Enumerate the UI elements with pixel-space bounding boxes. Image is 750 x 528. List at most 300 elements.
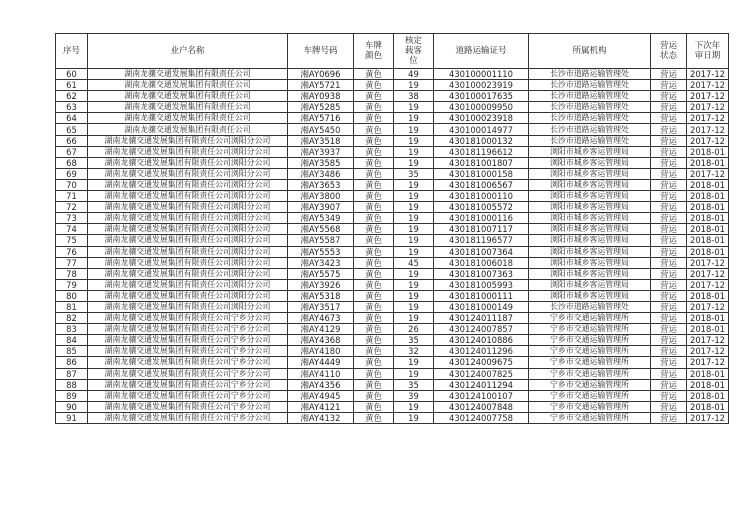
cell-status: 营运	[651, 91, 687, 102]
cell-seats: 39	[394, 390, 434, 401]
cell-org: 浏阳市城乡客运管理局	[529, 168, 651, 179]
cell-plate: 湘AY4449	[288, 357, 354, 368]
header-status	[651, 34, 687, 69]
cell-company: 湖南龙骧交通发展集团有限责任公司浏阳分公司	[88, 235, 288, 246]
cell-review: 2017-12	[687, 279, 729, 290]
cell-org: 浏阳市城乡客运管理局	[529, 213, 651, 224]
cell-plate: 湘AY3926	[288, 279, 354, 290]
cell-plate: 湘AY5349	[288, 213, 354, 224]
cell-org: 浏阳市城乡客运管理局	[529, 235, 651, 246]
cell-seq: 68	[56, 157, 88, 168]
cell-org: 宁乡市交通运输管理所	[529, 357, 651, 368]
cell-org: 长沙市道路运输管理处	[529, 102, 651, 113]
cell-seats: 19	[394, 357, 434, 368]
cell-color: 黄色	[354, 80, 394, 91]
cell-status: 营运	[651, 191, 687, 202]
table-row	[56, 290, 729, 301]
cell-status: 营运	[651, 146, 687, 157]
cell-company: 湖南龙骧交通发展集团有限责任公司	[88, 102, 288, 113]
cell-plate: 湘AY4180	[288, 346, 354, 357]
cell-company: 湖南龙骧交通发展集团有限责任公司浏阳分公司	[88, 202, 288, 213]
cell-company: 湖南龙骧交通发展集团有限责任公司浏阳分公司	[88, 191, 288, 202]
cell-seq: 84	[56, 335, 88, 346]
cell-org: 宁乡市交通运输管理所	[529, 335, 651, 346]
cell-seats: 19	[394, 279, 434, 290]
cell-status: 营运	[651, 324, 687, 335]
cell-plate: 湘AY5716	[288, 113, 354, 124]
cell-company: 湖南龙骧交通发展集团有限责任公司	[88, 91, 288, 102]
header-license: 道路运输证号	[434, 34, 529, 69]
cell-license: 430181001807	[434, 157, 529, 168]
cell-review: 2017-12	[687, 268, 729, 279]
cell-org: 长沙市道路运输管理处	[529, 69, 651, 80]
cell-color: 黄色	[354, 69, 394, 80]
cell-review: 2017-12	[687, 113, 729, 124]
table-row	[56, 213, 729, 224]
cell-seq: 72	[56, 202, 88, 213]
cell-plate: 湘AY4368	[288, 335, 354, 346]
table-row	[56, 224, 729, 235]
cell-seats: 35	[394, 379, 434, 390]
cell-seats: 49	[394, 69, 434, 80]
cell-plate: 湘AY4945	[288, 390, 354, 401]
cell-color: 黄色	[354, 157, 394, 168]
cell-plate: 湘AY4129	[288, 324, 354, 335]
cell-seq: 81	[56, 301, 88, 312]
cell-org: 宁乡市交通运输管理所	[529, 412, 651, 423]
cell-plate: 湘AY5575	[288, 268, 354, 279]
cell-status: 营运	[651, 135, 687, 146]
table-row	[56, 257, 729, 268]
cell-review: 2018-01	[687, 401, 729, 412]
cell-review: 2017-12	[687, 124, 729, 135]
cell-license: 430124100107	[434, 390, 529, 401]
cell-seq: 75	[56, 235, 88, 246]
table-row	[56, 335, 729, 346]
cell-company: 湖南龙骧交通发展集团有限责任公司宁乡分公司	[88, 390, 288, 401]
cell-seq: 64	[56, 113, 88, 124]
cell-license: 430181196612	[434, 146, 529, 157]
cell-org: 浏阳市城乡客运管理局	[529, 246, 651, 257]
cell-plate: 湘AY4673	[288, 313, 354, 324]
cell-company: 湖南龙骧交通发展集团有限责任公司浏阳分公司	[88, 179, 288, 190]
cell-status: 营运	[651, 313, 687, 324]
cell-review: 2018-01	[687, 202, 729, 213]
cell-status: 营运	[651, 168, 687, 179]
cell-seats: 19	[394, 102, 434, 113]
cell-status: 营运	[651, 257, 687, 268]
table-row	[56, 91, 729, 102]
cell-company: 湖南龙骧交通发展集团有限责任公司浏阳分公司	[88, 157, 288, 168]
cell-status: 营运	[651, 224, 687, 235]
cell-license: 430124007758	[434, 412, 529, 423]
cell-company: 湖南龙骧交通发展集团有限责任公司浏阳分公司	[88, 168, 288, 179]
cell-license: 430124007848	[434, 401, 529, 412]
table-row	[56, 324, 729, 335]
cell-license: 430181000116	[434, 213, 529, 224]
header-review	[687, 34, 729, 69]
cell-status: 营运	[651, 202, 687, 213]
cell-company: 湖南龙骧交通发展集团有限责任公司浏阳分公司	[88, 213, 288, 224]
cell-plate: 湘AY0938	[288, 91, 354, 102]
cell-seq: 61	[56, 80, 88, 91]
cell-seats: 19	[394, 113, 434, 124]
cell-status: 营运	[651, 213, 687, 224]
cell-seats: 19	[394, 313, 434, 324]
cell-seq: 78	[56, 268, 88, 279]
cell-status: 营运	[651, 290, 687, 301]
cell-plate: 湘AY4356	[288, 379, 354, 390]
cell-plate: 湘AY5587	[288, 235, 354, 246]
cell-status: 营运	[651, 412, 687, 423]
cell-plate: 湘AY5721	[288, 80, 354, 91]
cell-status: 营运	[651, 301, 687, 312]
cell-seq: 86	[56, 357, 88, 368]
vehicle-table	[55, 33, 729, 424]
cell-seq: 69	[56, 168, 88, 179]
cell-color: 黄色	[354, 335, 394, 346]
cell-seats: 19	[394, 157, 434, 168]
cell-review: 2018-01	[687, 224, 729, 235]
cell-org: 长沙市道路运输管理处	[529, 80, 651, 91]
cell-status: 营运	[651, 335, 687, 346]
cell-company: 湖南龙骧交通发展集团有限责任公司	[88, 113, 288, 124]
cell-company: 湖南龙骧交通发展集团有限责任公司浏阳分公司	[88, 135, 288, 146]
header-color-text: 车牌颜色	[364, 41, 382, 61]
cell-company: 湖南龙骧交通发展集团有限责任公司宁乡分公司	[88, 346, 288, 357]
cell-plate: 湘AY3907	[288, 202, 354, 213]
cell-color: 黄色	[354, 246, 394, 257]
cell-review: 2018-01	[687, 290, 729, 301]
cell-color: 黄色	[354, 324, 394, 335]
cell-org: 浏阳市城乡客运管理局	[529, 279, 651, 290]
cell-seq: 83	[56, 324, 88, 335]
cell-seq: 70	[56, 179, 88, 190]
cell-seats: 26	[394, 324, 434, 335]
cell-seats: 38	[394, 91, 434, 102]
cell-company: 湖南龙骧交通发展集团有限责任公司	[88, 80, 288, 91]
cell-seq: 90	[56, 401, 88, 412]
cell-license: 430181007117	[434, 224, 529, 235]
cell-org: 长沙市道路运输管理处	[529, 91, 651, 102]
table-row	[56, 135, 729, 146]
cell-color: 黄色	[354, 379, 394, 390]
cell-org: 浏阳市城乡客运管理局	[529, 179, 651, 190]
cell-org: 浏阳市城乡客运管理局	[529, 290, 651, 301]
cell-seq: 63	[56, 102, 88, 113]
cell-color: 黄色	[354, 401, 394, 412]
cell-seats: 32	[394, 346, 434, 357]
cell-org: 浏阳市城乡客运管理局	[529, 157, 651, 168]
header-org: 所属机构	[529, 34, 651, 69]
table-row	[56, 357, 729, 368]
cell-plate: 湘AY3800	[288, 191, 354, 202]
cell-color: 黄色	[354, 91, 394, 102]
cell-status: 营运	[651, 179, 687, 190]
cell-seq: 85	[56, 346, 88, 357]
cell-company: 湖南龙骧交通发展集团有限责任公司宁乡分公司	[88, 313, 288, 324]
cell-color: 黄色	[354, 191, 394, 202]
cell-org: 长沙市道路运输管理处	[529, 113, 651, 124]
cell-company: 湖南龙骧交通发展集团有限责任公司浏阳分公司	[88, 268, 288, 279]
table-row	[56, 246, 729, 257]
cell-company: 湖南龙骧交通发展集团有限责任公司宁乡分公司	[88, 357, 288, 368]
header-review-text: 下次年审日期	[694, 41, 721, 61]
cell-seq: 77	[56, 257, 88, 268]
cell-license: 430100014977	[434, 124, 529, 135]
cell-status: 营运	[651, 235, 687, 246]
cell-color: 黄色	[354, 301, 394, 312]
cell-seats: 19	[394, 235, 434, 246]
table-row	[56, 113, 729, 124]
table-row	[56, 168, 729, 179]
cell-review: 2018-01	[687, 235, 729, 246]
table-row	[56, 80, 729, 91]
cell-plate: 湘AY5450	[288, 124, 354, 135]
cell-seq: 79	[56, 279, 88, 290]
cell-company: 湖南龙骧交通发展集团有限责任公司宁乡分公司	[88, 379, 288, 390]
cell-plate: 湘AY3486	[288, 168, 354, 179]
cell-review: 2017-12	[687, 91, 729, 102]
header-status-text: 营运状态	[659, 41, 677, 61]
cell-company: 湖南龙骧交通发展集团有限责任公司宁乡分公司	[88, 368, 288, 379]
cell-color: 黄色	[354, 113, 394, 124]
cell-review: 2017-12	[687, 357, 729, 368]
cell-company: 湖南龙骧交通发展集团有限责任公司浏阳分公司	[88, 246, 288, 257]
cell-seq: 71	[56, 191, 88, 202]
cell-seq: 76	[56, 246, 88, 257]
table-row	[56, 235, 729, 246]
cell-seq: 91	[56, 412, 88, 423]
cell-review: 2017-12	[687, 257, 729, 268]
cell-org: 浏阳市城乡客运管理局	[529, 191, 651, 202]
cell-license: 430181000132	[434, 135, 529, 146]
vehicle-table-sheet	[55, 33, 728, 424]
table-row	[56, 379, 729, 390]
table-row	[56, 157, 729, 168]
cell-license: 430181000149	[434, 301, 529, 312]
cell-seq: 60	[56, 69, 88, 80]
cell-color: 黄色	[354, 146, 394, 157]
cell-seats: 35	[394, 168, 434, 179]
cell-seats: 19	[394, 124, 434, 135]
cell-review: 2018-01	[687, 390, 729, 401]
cell-color: 黄色	[354, 290, 394, 301]
table-row	[56, 202, 729, 213]
cell-status: 营运	[651, 268, 687, 279]
cell-company: 湖南龙骧交通发展集团有限责任公司	[88, 124, 288, 135]
cell-plate: 湘AY3518	[288, 135, 354, 146]
cell-seats: 19	[394, 401, 434, 412]
cell-seq: 66	[56, 135, 88, 146]
cell-org: 宁乡市交通运输管理所	[529, 313, 651, 324]
cell-review: 2018-01	[687, 324, 729, 335]
cell-org: 长沙市道路运输管理处	[529, 124, 651, 135]
cell-plate: 湘AY3517	[288, 301, 354, 312]
cell-seq: 80	[56, 290, 88, 301]
cell-license: 430181007364	[434, 246, 529, 257]
cell-seats: 19	[394, 412, 434, 423]
cell-color: 黄色	[354, 202, 394, 213]
cell-license: 430181006567	[434, 179, 529, 190]
cell-license: 430181196577	[434, 235, 529, 246]
cell-review: 2018-01	[687, 157, 729, 168]
cell-seats: 45	[394, 257, 434, 268]
cell-color: 黄色	[354, 213, 394, 224]
cell-license: 430100023919	[434, 80, 529, 91]
cell-status: 营运	[651, 368, 687, 379]
cell-license: 430100001110	[434, 69, 529, 80]
table-row	[56, 368, 729, 379]
cell-org: 浏阳市城乡客运管理局	[529, 224, 651, 235]
table-row	[56, 102, 729, 113]
table-row	[56, 69, 729, 80]
cell-review: 2017-12	[687, 346, 729, 357]
cell-color: 黄色	[354, 179, 394, 190]
cell-license: 430124007825	[434, 368, 529, 379]
cell-license: 430100009950	[434, 102, 529, 113]
cell-company: 湖南龙骧交通发展集团有限责任公司宁乡分公司	[88, 335, 288, 346]
cell-status: 营运	[651, 357, 687, 368]
cell-color: 黄色	[354, 257, 394, 268]
cell-company: 湖南龙骧交通发展集团有限责任公司浏阳分公司	[88, 290, 288, 301]
cell-plate: 湘AY4110	[288, 368, 354, 379]
cell-license: 430124011187	[434, 313, 529, 324]
cell-review: 2017-12	[687, 80, 729, 91]
cell-seq: 65	[56, 124, 88, 135]
table-row	[56, 279, 729, 290]
cell-status: 营运	[651, 80, 687, 91]
cell-seq: 62	[56, 91, 88, 102]
cell-review: 2018-01	[687, 313, 729, 324]
table-row	[56, 390, 729, 401]
cell-seats: 19	[394, 290, 434, 301]
cell-company: 湖南龙骧交通发展集团有限责任公司浏阳分公司	[88, 301, 288, 312]
cell-review: 2017-12	[687, 135, 729, 146]
cell-company: 湖南龙骧交通发展集团有限责任公司宁乡分公司	[88, 324, 288, 335]
table-row	[56, 412, 729, 423]
cell-color: 黄色	[354, 102, 394, 113]
cell-company: 湖南龙骧交通发展集团有限责任公司	[88, 69, 288, 80]
table-row	[56, 146, 729, 157]
cell-color: 黄色	[354, 346, 394, 357]
cell-company: 湖南龙骧交通发展集团有限责任公司宁乡分公司	[88, 401, 288, 412]
cell-plate: 湘AY4121	[288, 401, 354, 412]
cell-plate: 湘AY3423	[288, 257, 354, 268]
cell-seq: 73	[56, 213, 88, 224]
cell-license: 430181006018	[434, 257, 529, 268]
cell-seq: 67	[56, 146, 88, 157]
cell-review: 2018-01	[687, 191, 729, 202]
cell-status: 营运	[651, 346, 687, 357]
cell-status: 营运	[651, 246, 687, 257]
cell-review: 2017-12	[687, 69, 729, 80]
cell-review: 2018-01	[687, 146, 729, 157]
cell-color: 黄色	[354, 313, 394, 324]
cell-seats: 19	[394, 246, 434, 257]
cell-license: 430100017635	[434, 91, 529, 102]
cell-org: 宁乡市交通运输管理所	[529, 324, 651, 335]
cell-company: 湖南龙骧交通发展集团有限责任公司浏阳分公司	[88, 257, 288, 268]
cell-seats: 19	[394, 268, 434, 279]
cell-status: 营运	[651, 69, 687, 80]
cell-license: 430181007363	[434, 268, 529, 279]
cell-plate: 湘AY4132	[288, 412, 354, 423]
cell-license: 430181000158	[434, 168, 529, 179]
table-row	[56, 346, 729, 357]
cell-license: 430181005572	[434, 202, 529, 213]
cell-status: 营运	[651, 279, 687, 290]
cell-seats: 19	[394, 135, 434, 146]
cell-license: 430124011294	[434, 379, 529, 390]
table-row	[56, 191, 729, 202]
cell-seats: 19	[394, 191, 434, 202]
cell-seats: 19	[394, 80, 434, 91]
cell-review: 2017-12	[687, 102, 729, 113]
cell-review: 2017-12	[687, 168, 729, 179]
cell-status: 营运	[651, 379, 687, 390]
header-seats	[394, 34, 434, 69]
cell-org: 宁乡市交通运输管理所	[529, 368, 651, 379]
cell-status: 营运	[651, 157, 687, 168]
header-color	[354, 34, 394, 69]
table-row	[56, 124, 729, 135]
cell-license: 430124011296	[434, 346, 529, 357]
table-row	[56, 268, 729, 279]
cell-company: 湖南龙骧交通发展集团有限责任公司浏阳分公司	[88, 279, 288, 290]
cell-color: 黄色	[354, 168, 394, 179]
cell-org: 浏阳市城乡客运管理局	[529, 146, 651, 157]
cell-license: 430181005993	[434, 279, 529, 290]
table-row	[56, 401, 729, 412]
cell-review: 2018-01	[687, 379, 729, 390]
cell-plate: 湘AY5318	[288, 290, 354, 301]
cell-org: 浏阳市城乡客运管理局	[529, 257, 651, 268]
cell-org: 宁乡市交通运输管理所	[529, 390, 651, 401]
cell-license: 430100023918	[434, 113, 529, 124]
cell-status: 营运	[651, 102, 687, 113]
cell-color: 黄色	[354, 124, 394, 135]
cell-plate: 湘AY3937	[288, 146, 354, 157]
header-plate: 车牌号码	[288, 34, 354, 69]
cell-license: 430124007857	[434, 324, 529, 335]
cell-seats: 19	[394, 368, 434, 379]
cell-color: 黄色	[354, 390, 394, 401]
cell-review: 2017-12	[687, 412, 729, 423]
cell-color: 黄色	[354, 279, 394, 290]
header-row	[56, 34, 729, 69]
cell-seq: 87	[56, 368, 88, 379]
cell-org: 长沙市道路运输管理处	[529, 135, 651, 146]
table-row	[56, 313, 729, 324]
cell-license: 430181000110	[434, 191, 529, 202]
cell-review: 2017-12	[687, 335, 729, 346]
cell-review: 2018-01	[687, 246, 729, 257]
cell-org: 宁乡市交通运输管理所	[529, 379, 651, 390]
cell-plate: 湘AY3585	[288, 157, 354, 168]
table-row	[56, 179, 729, 190]
cell-color: 黄色	[354, 224, 394, 235]
cell-color: 黄色	[354, 268, 394, 279]
cell-color: 黄色	[354, 368, 394, 379]
cell-plate: 湘AY5285	[288, 102, 354, 113]
cell-org: 宁乡市交通运输管理所	[529, 401, 651, 412]
cell-seats: 19	[394, 301, 434, 312]
table-row	[56, 301, 729, 312]
header-seats-text: 核定载客位	[404, 36, 422, 66]
cell-seats: 19	[394, 146, 434, 157]
header-company: 业户名称	[88, 34, 288, 69]
